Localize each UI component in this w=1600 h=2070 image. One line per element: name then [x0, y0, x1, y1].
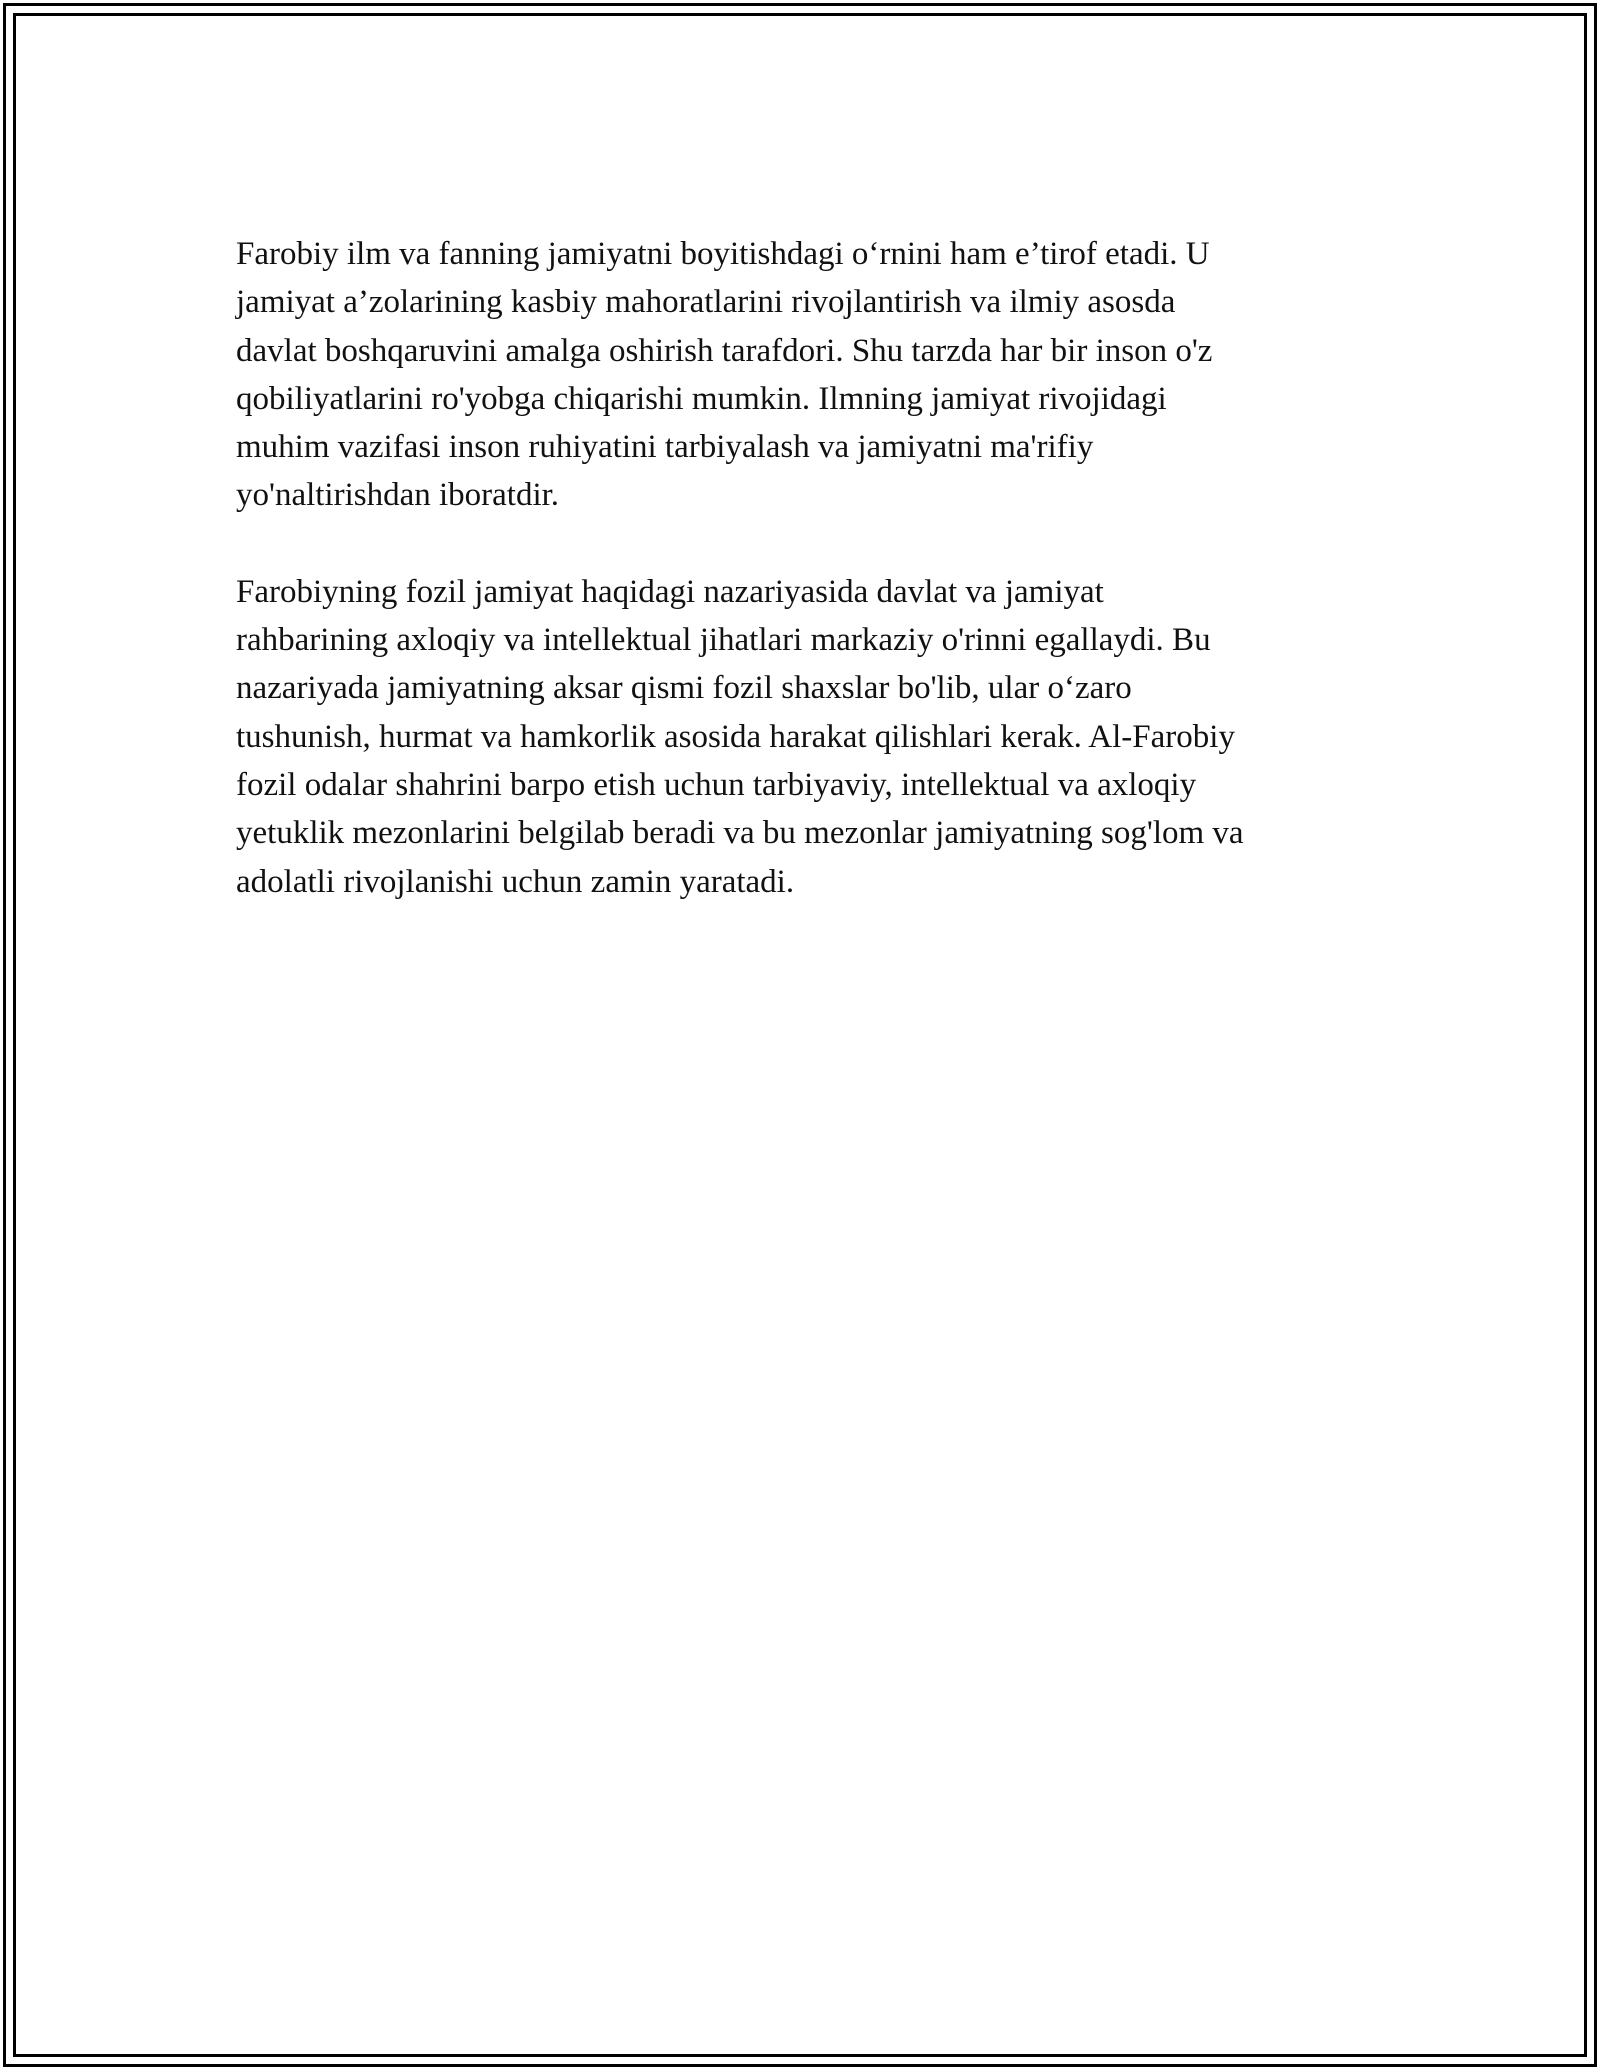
paragraph-line: qobiliyatlarini ro'yobga chiqarishi mumkin. Ilmning jamiyat rivojidagi: [236, 380, 1167, 417]
paragraph-1: [236, 230, 1376, 520]
paragraph-line: muhim vazifasi inson ruhiyatini tarbiyalash va jamiyatni ma'rifiy: [236, 429, 1094, 466]
paragraph-2: [236, 568, 1376, 906]
paragraph-line: yetuklik mezonlarini belgilab beradi va bu mezonlar jamiyatning sog'lom va: [236, 815, 1244, 852]
paragraph-line: tushunish, hurmat va hamkorlik asosida harakat qilishlari kerak. Al-Farobiy: [236, 718, 1235, 755]
paragraph-line: yo'naltirishdan iboratdir.: [236, 477, 560, 514]
paragraph-line: davlat boshqaruvini amalga oshirish tarafdori. Shu tarzda har bir inson o'z: [236, 332, 1213, 369]
paragraph-line: jamiyat a’zolarining kasbiy mahoratlarini rivojlantirish va ilmiy asosda: [236, 284, 1176, 321]
paragraph-line: nazariyada jamiyatning aksar qismi fozil shaxslar bo'lib, ular o‘zaro: [236, 670, 1132, 707]
document-body: [236, 230, 1376, 954]
paragraph-line: Farobiy ilm va fanning jamiyatni boyitishdagi o‘rnini ham e’tirof etadi. U: [236, 236, 1210, 272]
paragraph-line: rahbarining axloqiy va intellektual jihatlari markaziy o'rinni egallaydi. Bu: [236, 622, 1211, 659]
paragraph-line: Farobiyning fozil jamiyat haqidagi nazariyasida davlat va jamiyat: [236, 573, 1104, 610]
paragraph-line: adolatli rivojlanishi uchun zamin yaratadi.: [236, 863, 795, 900]
paragraph-line: fozil odalar shahrini barpo etish uchun tarbiyaviy, intellektual va axloqiy: [236, 766, 1197, 803]
